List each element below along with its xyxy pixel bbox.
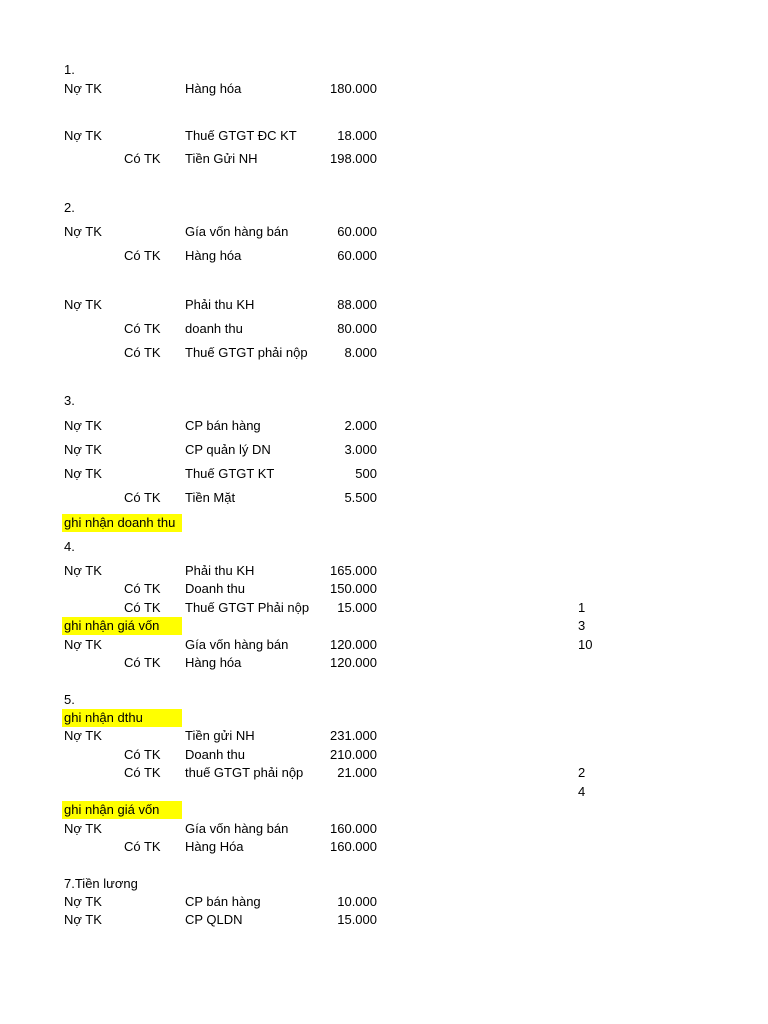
credit-label: Có TK bbox=[124, 490, 161, 505]
account-name: doanh thu bbox=[185, 321, 243, 336]
account-name: Thuế GTGT ĐC KT bbox=[185, 128, 297, 143]
account-name: Hàng hóa bbox=[185, 248, 242, 263]
amount: 231.000 bbox=[330, 728, 377, 743]
debit-label: Nợ TK bbox=[64, 81, 102, 96]
account-name: Tiền Gửi NH bbox=[185, 151, 258, 166]
account-name: Thuế GTGT phải nộp bbox=[185, 345, 308, 360]
credit-label: Có TK bbox=[124, 747, 161, 762]
account-name: Thuế GTGT Phải nộp bbox=[185, 600, 310, 615]
amount: 5.500 bbox=[344, 490, 377, 505]
credit-label: Có TK bbox=[124, 581, 161, 596]
account-name: Phải thu KH bbox=[185, 563, 255, 578]
amount: 160.000 bbox=[330, 839, 377, 854]
amount: 60.000 bbox=[337, 248, 377, 263]
amount: 210.000 bbox=[330, 747, 377, 762]
account-name: Doanh thu bbox=[185, 747, 245, 762]
debit-label: Nợ TK bbox=[64, 821, 102, 836]
debit-label: Nợ TK bbox=[64, 224, 102, 239]
credit-label: Có TK bbox=[124, 151, 161, 166]
amount: 8.000 bbox=[344, 345, 377, 360]
account-name: Tiền gửi NH bbox=[185, 728, 255, 743]
amount: 15.000 bbox=[337, 912, 377, 927]
note-label: ghi nhận doanh thu bbox=[64, 515, 176, 530]
account-name: Thuế GTGT KT bbox=[185, 466, 275, 481]
debit-label: Nợ TK bbox=[64, 442, 102, 457]
debit-label: Nợ TK bbox=[64, 418, 102, 433]
amount: 21.000 bbox=[337, 765, 377, 780]
amount: 10.000 bbox=[337, 894, 377, 909]
credit-label: Có TK bbox=[124, 600, 161, 615]
side-number: 2 bbox=[578, 765, 586, 780]
amount: 120.000 bbox=[330, 637, 377, 652]
section-number: 7.Tiền lương bbox=[64, 876, 138, 891]
account-name: CP quản lý DN bbox=[185, 442, 271, 457]
section-number: 3. bbox=[64, 393, 75, 408]
note-label: ghi nhận dthu bbox=[64, 710, 143, 725]
credit-label: Có TK bbox=[124, 765, 161, 780]
account-name: Hàng Hóa bbox=[185, 839, 244, 854]
section-number: 1. bbox=[64, 62, 75, 77]
amount: 198.000 bbox=[330, 151, 377, 166]
account-name: Doanh thu bbox=[185, 581, 245, 596]
account-name: Hàng hóa bbox=[185, 655, 242, 670]
debit-label: Nợ TK bbox=[64, 297, 102, 312]
amount: 150.000 bbox=[330, 581, 377, 596]
amount: 500 bbox=[355, 466, 377, 481]
amount: 3.000 bbox=[344, 442, 377, 457]
amount: 80.000 bbox=[337, 321, 377, 336]
side-number: 10 bbox=[578, 637, 593, 652]
debit-label: Nợ TK bbox=[64, 637, 102, 652]
account-name: Gía vốn hàng bán bbox=[185, 637, 289, 652]
section-number: 2. bbox=[64, 200, 75, 215]
amount: 2.000 bbox=[344, 418, 377, 433]
amount: 18.000 bbox=[337, 128, 377, 143]
debit-label: Nợ TK bbox=[64, 894, 102, 909]
account-name: CP bán hàng bbox=[185, 418, 261, 433]
amount: 15.000 bbox=[337, 600, 377, 615]
section-number: 5. bbox=[64, 692, 75, 707]
side-number: 4 bbox=[578, 784, 586, 799]
account-name: Hàng hóa bbox=[185, 81, 242, 96]
debit-label: Nợ TK bbox=[64, 912, 102, 927]
account-name: Gía vốn hàng bán bbox=[185, 821, 289, 836]
account-name: thuế GTGT phải nộp bbox=[185, 765, 304, 780]
account-name: Phải thu KH bbox=[185, 297, 255, 312]
side-number: 1 bbox=[578, 600, 586, 615]
amount: 60.000 bbox=[337, 224, 377, 239]
amount: 160.000 bbox=[330, 821, 377, 836]
credit-label: Có TK bbox=[124, 345, 161, 360]
credit-label: Có TK bbox=[124, 655, 161, 670]
credit-label: Có TK bbox=[124, 321, 161, 336]
debit-label: Nợ TK bbox=[64, 466, 102, 481]
debit-label: Nợ TK bbox=[64, 728, 102, 743]
amount: 180.000 bbox=[330, 81, 377, 96]
note-label: ghi nhận giá vốn bbox=[64, 802, 160, 817]
account-name: Gía vốn hàng bán bbox=[185, 224, 289, 239]
amount: 165.000 bbox=[330, 563, 377, 578]
account-name: Tiền Mặt bbox=[185, 490, 236, 505]
amount: 88.000 bbox=[337, 297, 377, 312]
credit-label: Có TK bbox=[124, 839, 161, 854]
note-label: ghi nhận giá vốn bbox=[64, 618, 160, 633]
credit-label: Có TK bbox=[124, 248, 161, 263]
side-number: 3 bbox=[578, 618, 586, 633]
amount: 120.000 bbox=[330, 655, 377, 670]
section-number: 4. bbox=[64, 539, 75, 554]
account-name: CP QLDN bbox=[185, 912, 243, 927]
account-name: CP bán hàng bbox=[185, 894, 261, 909]
debit-label: Nợ TK bbox=[64, 128, 102, 143]
debit-label: Nợ TK bbox=[64, 563, 102, 578]
